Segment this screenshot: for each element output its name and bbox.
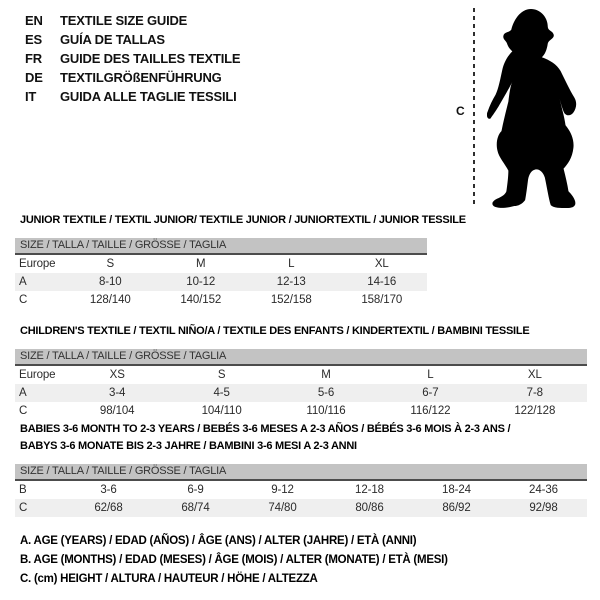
row-cell: 92/98	[529, 502, 558, 514]
row-cell: 12-13	[276, 276, 306, 288]
row-cell: 80/86	[355, 502, 384, 514]
babies-textile-section	[15, 421, 587, 517]
table-row	[15, 402, 587, 420]
children-size-table	[15, 349, 587, 420]
row-cell: 3-6	[100, 484, 117, 496]
row-cell: 24-36	[529, 484, 558, 496]
table-row	[15, 291, 427, 309]
language-label: GUÍA DE TALLAS	[60, 32, 165, 47]
row-label: Europe	[19, 369, 56, 381]
language-label: TEXTILE SIZE GUIDE	[60, 13, 188, 28]
table-row	[15, 273, 427, 291]
row-label: C	[19, 502, 28, 514]
table-row	[15, 481, 587, 499]
legend-footnotes	[20, 532, 448, 589]
row-cell: 5-6	[317, 387, 335, 399]
row-cell: 4-5	[213, 387, 230, 399]
language-row	[25, 49, 240, 68]
row-label: B	[19, 484, 27, 496]
row-cell: XL	[527, 369, 542, 381]
row-label: Europe	[19, 258, 56, 270]
children-textile-section	[15, 323, 587, 420]
table-row	[15, 255, 427, 273]
row-cell: 104/110	[201, 405, 242, 417]
language-code: FR	[25, 51, 42, 66]
row-label: C	[19, 294, 28, 306]
row-cell: 10-12	[186, 276, 216, 288]
row-cell: 140/152	[180, 294, 222, 306]
section-title: JUNIOR TEXTILE / TEXTIL JUNIOR/ TEXTILE JUNIOR / JUNIORTEXTIL / JUNIOR TESSILE	[20, 214, 466, 226]
row-cell: 7-8	[526, 387, 543, 399]
language-code: EN	[25, 13, 43, 28]
table-row	[15, 499, 587, 517]
row-cell: M	[196, 258, 206, 270]
section-title: BABIES 3-6 MONTH TO 2-3 YEARS / BEBÉS 3-6 MESES A 2-3 AÑOS / BÉBÉS 3-6 MOIS À 2-3 ANS /	[20, 423, 511, 435]
row-cell: 9-12	[271, 484, 294, 496]
junior-textile-section	[15, 212, 466, 309]
footnote-age-months: B. AGE (MONTHS) / EDAD (MESES) / ÂGE (MOIS) / ALTER (MONATE) / ETÀ (MESI)	[20, 554, 448, 566]
section-title-block	[15, 323, 587, 340]
language-label: GUIDA ALLE TAGLIE TESSILI	[60, 89, 237, 104]
row-cell: 110/116	[306, 405, 346, 417]
section-title: CHILDREN'S TEXTILE / TEXTIL NIÑO/A / TEXTILE DES ENFANTS / KINDERTEXTIL / BAMBINI TESSILE	[20, 325, 530, 337]
row-label: A	[19, 276, 27, 288]
row-cell: 98/104	[99, 405, 135, 417]
size-header-bar: SIZE / TALLA / TAILLE / GRÖSSE / TAGLIA	[15, 349, 587, 366]
row-cell: 116/122	[410, 405, 451, 417]
row-cell: 6-7	[422, 387, 439, 399]
row-cell: 8-10	[98, 276, 122, 288]
table-row	[15, 366, 587, 384]
height-measure-dashed-line	[473, 8, 475, 206]
footnote-height-cm: C. (cm) HEIGHT / ALTURA / HAUTEUR / HÖHE / ALTEZZA	[20, 573, 318, 585]
row-cell: L	[427, 369, 434, 381]
section-title-block	[15, 212, 466, 229]
row-label: A	[19, 387, 27, 399]
row-cell: 74/80	[268, 502, 297, 514]
size-header-bar: SIZE / TALLA / TAILLE / GRÖSSE / TAGLIA	[15, 464, 587, 481]
row-cell: 6-9	[187, 484, 204, 496]
row-cell: 68/74	[181, 502, 210, 514]
row-cell: S	[106, 258, 115, 270]
section-title-block	[15, 421, 587, 455]
language-row	[25, 11, 240, 30]
row-cell: 122/128	[514, 405, 556, 417]
row-cell: 152/158	[270, 294, 312, 306]
row-cell: 62/68	[94, 502, 123, 514]
language-row	[25, 87, 240, 106]
row-cell: XS	[109, 369, 125, 381]
row-cell: 128/140	[89, 294, 131, 306]
row-cell: 14-16	[367, 276, 397, 288]
row-cell: S	[217, 369, 226, 381]
language-label: GUIDE DES TAILLES TEXTILE	[60, 51, 241, 66]
language-list	[25, 11, 240, 106]
row-cell: XL	[374, 258, 389, 270]
language-code: ES	[25, 32, 42, 47]
row-label: C	[19, 405, 28, 417]
section-title: BABYS 3-6 MONATE BIS 2-3 JAHRE / BAMBINI 3-6 MESI A 2-3 ANNI	[20, 440, 357, 452]
baby-silhouette-icon	[487, 7, 579, 210]
row-cell: 18-24	[442, 484, 471, 496]
row-cell: 12-18	[355, 484, 384, 496]
language-label: TEXTILGRÖßENFÜHRUNG	[60, 70, 222, 85]
junior-size-table	[15, 238, 427, 309]
language-code: DE	[25, 70, 43, 85]
row-cell: 86/92	[442, 502, 471, 514]
row-cell: 3-4	[109, 387, 126, 399]
row-cell: M	[321, 369, 331, 381]
babies-size-table	[15, 464, 587, 517]
language-row	[25, 30, 240, 49]
table-row	[15, 384, 587, 402]
footnote-age-years: A. AGE (YEARS) / EDAD (AÑOS) / ÂGE (ANS) / ALTER (JAHRE) / ETÀ (ANNI)	[20, 535, 417, 547]
language-row	[25, 68, 240, 87]
height-measure-label: C	[456, 104, 465, 118]
row-cell: L	[288, 258, 295, 270]
size-header-bar: SIZE / TALLA / TAILLE / GRÖSSE / TAGLIA	[15, 238, 427, 255]
language-code: IT	[25, 89, 37, 104]
row-cell: 158/170	[361, 294, 403, 306]
